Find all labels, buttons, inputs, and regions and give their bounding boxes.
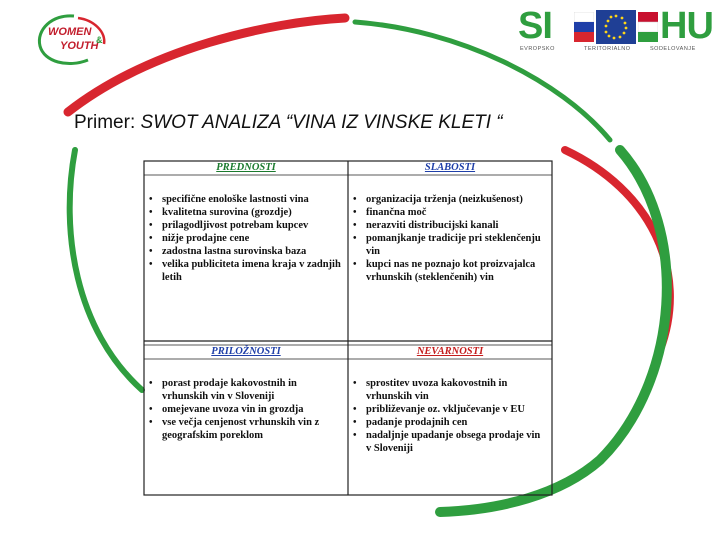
weaknesses-list — [350, 193, 546, 284]
threats-header: NEVARNOSTI — [416, 346, 484, 357]
logo-caption-3: SODELOVANJE — [650, 46, 696, 52]
list-item: • pomanjkanje tradicije pri steklenčenju vin — [350, 232, 546, 258]
list-item: • omejevane uvoza vin in grozdja — [146, 403, 344, 416]
logo-caption-1: EVROPSKO — [520, 46, 555, 52]
list-item: • nadaljnje upadanje obsega prodaje vin v Sloveniji — [350, 429, 546, 455]
list-item: • nižje prodajne cene — [146, 232, 344, 245]
red-arc-right — [565, 150, 670, 350]
opportunities-list — [146, 377, 344, 442]
logo-si-text: SI — [518, 5, 552, 47]
list-item: • nerazviti distribucijski kanali — [350, 219, 546, 232]
list-item: • kvalitetna surovina (grozdje) — [146, 206, 344, 219]
weaknesses-header: SLABOSTI — [424, 162, 476, 173]
opportunities-header: PRILOŽNOSTI — [211, 346, 281, 357]
list-item: • sprostitev uvoza kakovostnih in vrhunskih vin — [350, 377, 546, 403]
list-item: • specifične enološke lastnosti vina — [146, 193, 344, 206]
hungary-flag-icon — [638, 12, 658, 42]
list-item: • prilagodljivost potrebam kupcev — [146, 219, 344, 232]
strengths-list — [146, 193, 344, 284]
list-item: • velika publiciteta imena kraja v zadnjih letih — [146, 258, 344, 284]
list-item: • vse večja cenjenost vrhunskih vin z geografskim poreklom — [146, 416, 344, 442]
list-item: • približevanje oz. vključevanje v EU — [350, 403, 546, 416]
threats-cell — [350, 377, 546, 455]
list-item: • organizacija trženja (neizkušenost) — [350, 193, 546, 206]
opportunities-cell — [146, 377, 344, 442]
logo-youth-text: YOUTH — [60, 40, 99, 52]
logo-hu-text: HU — [660, 5, 713, 47]
si-hu-logo — [518, 6, 714, 52]
logo-caption-2: TERITORIALNO — [584, 46, 631, 52]
title-label: Primer: — [74, 112, 136, 133]
list-item: • kupci nas ne poznajo kot proizvajalca vrhunskih (steklenčenih) vin — [350, 258, 546, 284]
strengths-header: PREDNOSTI — [216, 162, 276, 173]
slide-title — [74, 112, 503, 134]
slovenia-flag-icon — [574, 12, 594, 42]
women-youth-logo — [34, 10, 114, 72]
list-item: • zadostna lastna surovinska baza — [146, 245, 344, 258]
list-item: • padanje prodajnih cen — [350, 416, 546, 429]
title-text: SWOT ANALIZA “VINA IZ VINSKE KLETI “ — [140, 112, 503, 133]
strengths-cell — [146, 193, 344, 284]
logo-women-text: WOMEN — [48, 26, 92, 38]
swot-table — [142, 158, 554, 498]
threats-list — [350, 377, 546, 455]
eu-flag-icon — [596, 10, 636, 44]
weaknesses-cell — [350, 193, 546, 284]
list-item: • finančna moč — [350, 206, 546, 219]
logo-amp-text: & — [96, 35, 103, 45]
list-item: • porast prodaje kakovostnih in vrhunskih vin v Sloveniji — [146, 377, 344, 403]
green-arc-left — [70, 150, 142, 390]
